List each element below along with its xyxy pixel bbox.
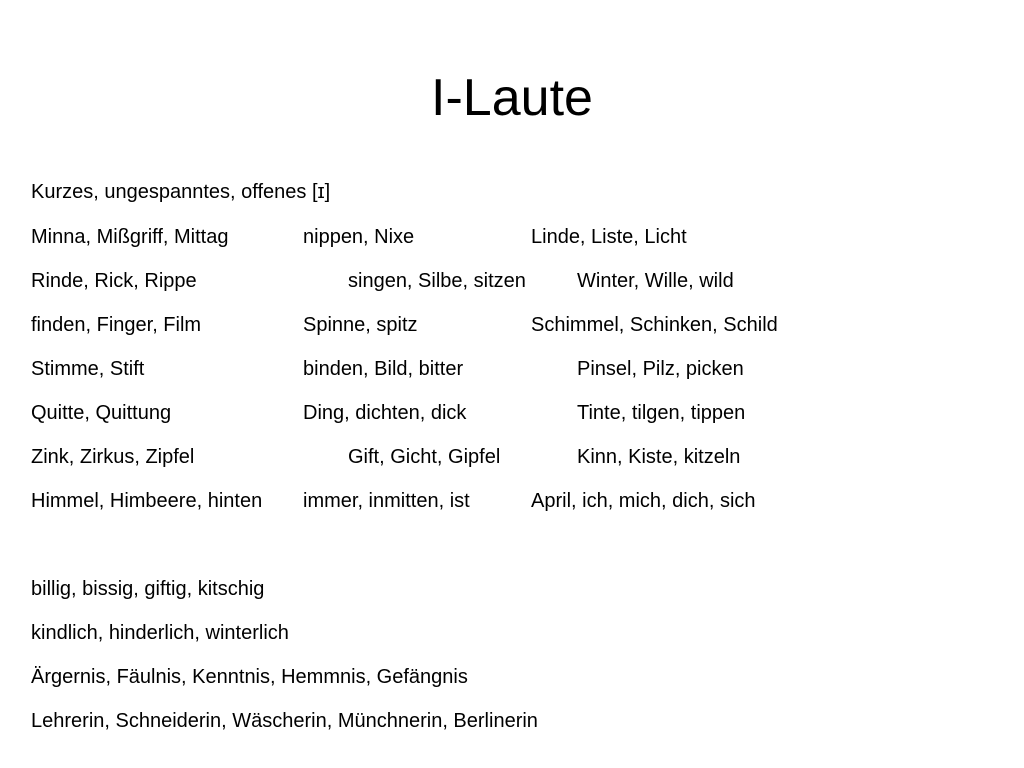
word-cell: singen, Silbe, sitzen <box>348 270 526 292</box>
word-cell: Tinte, tilgen, tippen <box>577 402 746 424</box>
word-cell: Spinne, spitz <box>303 314 418 336</box>
word-cell: Winter, Wille, wild <box>577 270 734 292</box>
word-cell: Kinn, Kiste, kitzeln <box>577 446 741 468</box>
word-cell: finden, Finger, Film <box>31 314 202 336</box>
word-cell: nippen, Nixe <box>303 226 415 248</box>
word-cell: Linde, Liste, Licht <box>531 226 687 248</box>
suffix-line: Lehrerin, Schneiderin, Wäscherin, Münchnerin, Berlinerin <box>31 710 538 732</box>
suffix-line: Ärgernis, Fäulnis, Kenntnis, Hemmnis, Gefängnis <box>31 666 468 688</box>
word-cell: Minna, Mißgriff, Mittag <box>31 226 229 248</box>
word-cell: Ding, dichten, dick <box>303 402 467 424</box>
suffix-line: kindlich, hinderlich, winterlich <box>31 622 289 644</box>
suffix-line: billig, bissig, giftig, kitschig <box>31 578 265 600</box>
subtitle: Kurzes, ungespanntes, offenes [ɪ] <box>31 181 331 203</box>
word-cell: Zink, Zirkus, Zipfel <box>31 446 195 468</box>
word-cell: Quitte, Quittung <box>31 402 172 424</box>
slide-title: I-Laute <box>431 69 593 127</box>
word-cell: binden, Bild, bitter <box>303 358 464 380</box>
word-cell: Gift, Gicht, Gipfel <box>348 446 501 468</box>
word-cell: April, ich, mich, dich, sich <box>531 490 756 512</box>
word-cell: immer, inmitten, ist <box>303 490 470 512</box>
word-cell: Rinde, Rick, Rippe <box>31 270 197 292</box>
word-cell: Stimme, Stift <box>31 358 145 380</box>
word-cell: Schimmel, Schinken, Schild <box>531 314 778 336</box>
word-cell: Pinsel, Pilz, picken <box>577 358 744 380</box>
word-cell: Himmel, Himbeere, hinten <box>31 490 263 512</box>
